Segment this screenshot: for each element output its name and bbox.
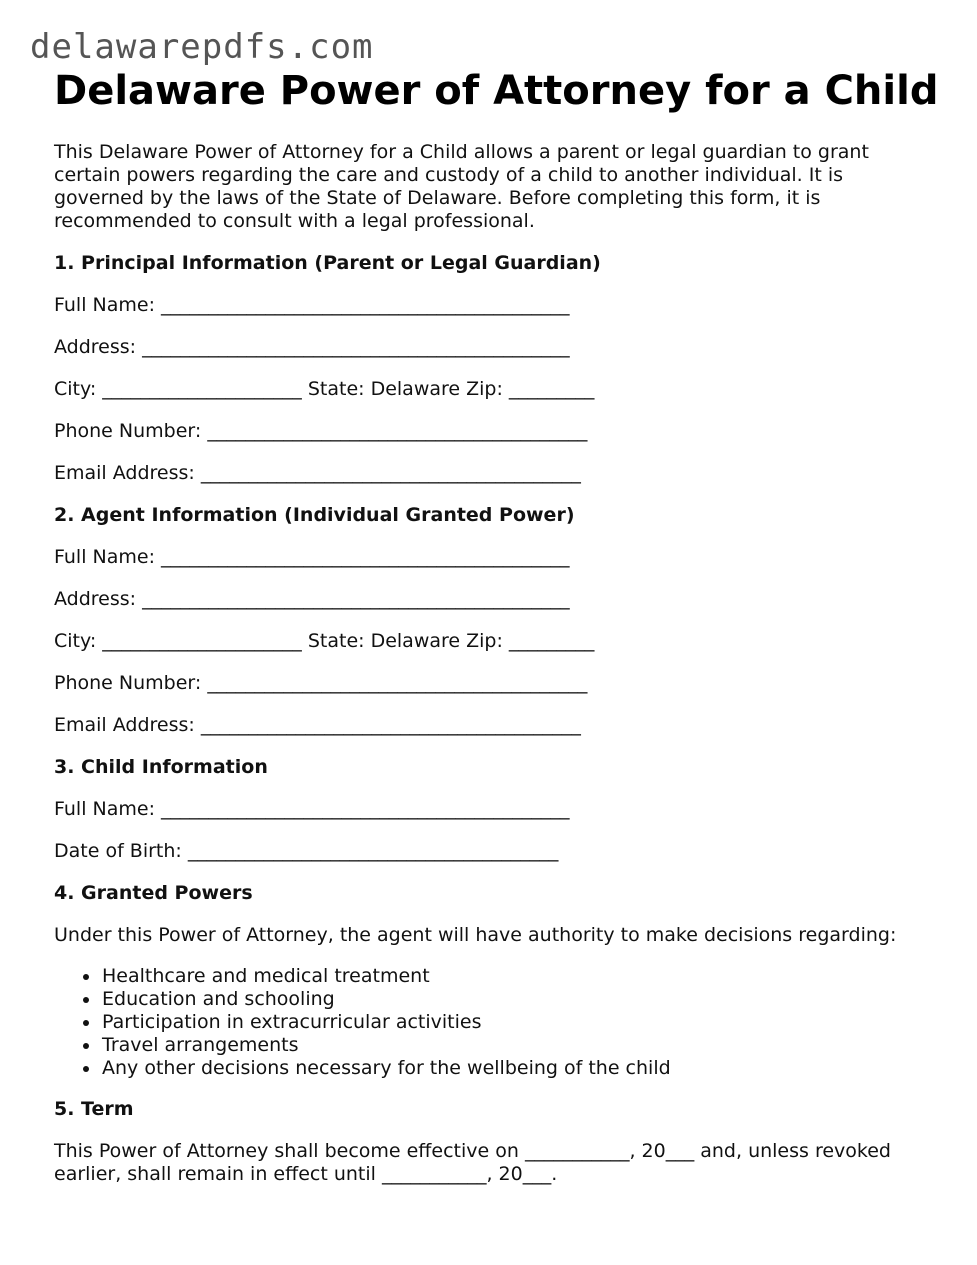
child-dob-field[interactable]: Date of Birth: _______________________________________ xyxy=(54,840,559,862)
list-item: Participation in extracurricular activities xyxy=(54,1011,671,1034)
agent-section-heading: 2. Agent Information (Individual Granted Power) xyxy=(54,504,575,526)
principal-phone-field[interactable]: Phone Number: ________________________________________ xyxy=(54,420,588,442)
child-section-heading: 3. Child Information xyxy=(54,756,268,778)
intro-paragraph: This Delaware Power of Attorney for a Child allows a parent or legal guardian to grant certain powers regarding the care and custody of a child to another individual. It is governed by the laws of the State of Delaware. Before completing this form, it is recommended to consult with a legal professional. xyxy=(54,141,869,232)
document-title: Delaware Power of Attorney for a Child xyxy=(54,68,939,114)
principal-address-field[interactable]: Address: _____________________________________________ xyxy=(54,336,570,358)
child-full-name-field[interactable]: Full Name: ___________________________________________ xyxy=(54,798,570,820)
site-watermark: delawarepdfs.com xyxy=(30,27,374,67)
powers-section-heading: 4. Granted Powers xyxy=(54,882,253,904)
principal-email-field[interactable]: Email Address: ________________________________________ xyxy=(54,462,581,484)
list-item: Travel arrangements xyxy=(54,1034,671,1057)
term-paragraph[interactable]: This Power of Attorney shall become effective on ___________, 20___ and, unless revoked earlier, shall remain in effect until ___________, 20___. xyxy=(54,1140,891,1185)
granted-powers-list xyxy=(54,965,671,1080)
agent-email-field[interactable]: Email Address: ________________________________________ xyxy=(54,714,581,736)
term-section-heading: 5. Term xyxy=(54,1098,134,1120)
agent-address-field[interactable]: Address: _____________________________________________ xyxy=(54,588,570,610)
list-item: Any other decisions necessary for the wellbeing of the child xyxy=(54,1057,671,1080)
list-item: Healthcare and medical treatment xyxy=(54,965,671,988)
powers-lead-text: Under this Power of Attorney, the agent will have authority to make decisions regarding: xyxy=(54,924,897,946)
principal-city-state-zip-field[interactable]: City: _____________________ State: Delaware Zip: _________ xyxy=(54,378,595,400)
principal-full-name-field[interactable]: Full Name: ___________________________________________ xyxy=(54,294,570,316)
list-item: Education and schooling xyxy=(54,988,671,1011)
principal-section-heading: 1. Principal Information (Parent or Legal Guardian) xyxy=(54,252,601,274)
agent-full-name-field[interactable]: Full Name: ___________________________________________ xyxy=(54,546,570,568)
agent-phone-field[interactable]: Phone Number: ________________________________________ xyxy=(54,672,588,694)
agent-city-state-zip-field[interactable]: City: _____________________ State: Delaware Zip: _________ xyxy=(54,630,595,652)
